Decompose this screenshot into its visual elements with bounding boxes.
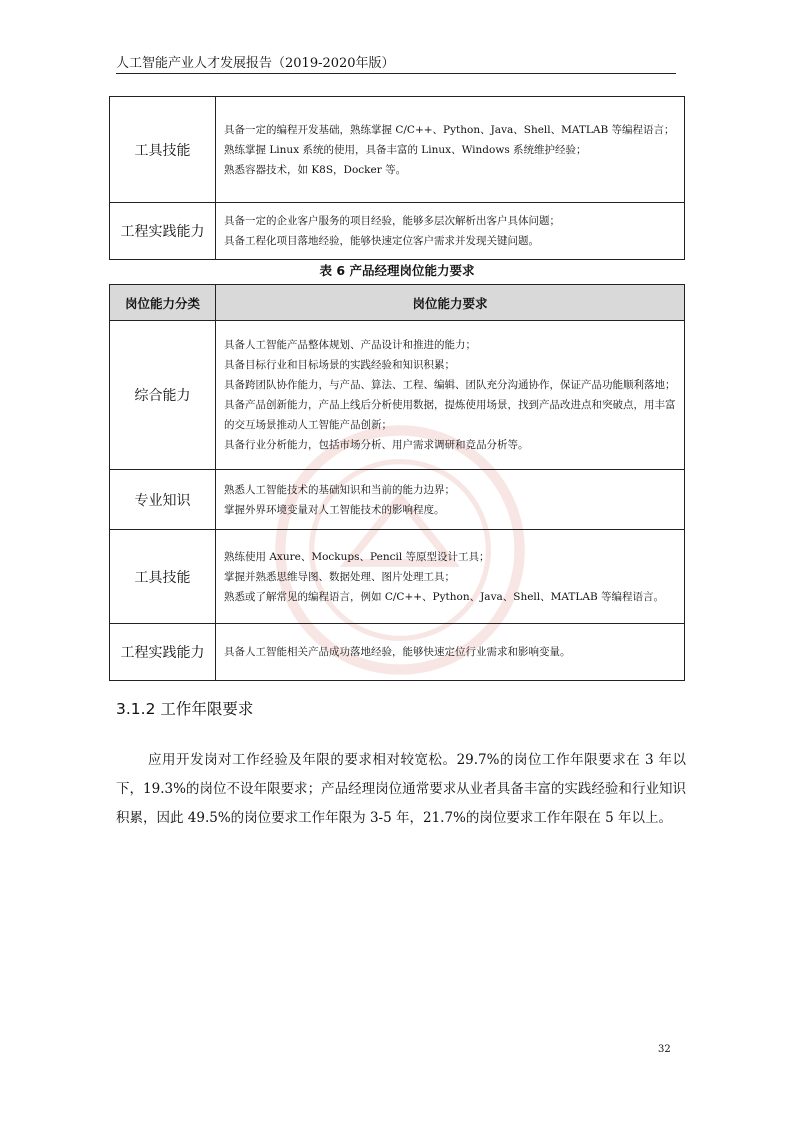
header-rule xyxy=(116,73,676,74)
table-header-row xyxy=(110,285,685,321)
table-row xyxy=(110,530,685,624)
description-line: 具备行业分析能力，包括市场分析、用户需求调研和竞品分析等。 xyxy=(224,439,529,451)
section-heading: 3.1.2 工作年限要求 xyxy=(116,700,254,718)
description-cell xyxy=(216,624,685,681)
column-header-requirement: 岗位能力要求 xyxy=(216,285,685,321)
table-6 xyxy=(109,284,685,681)
description-line: 具备人工智能相关产品成功落地经验，能够快速定位行业需求和影响变量。 xyxy=(224,646,571,658)
description-cell xyxy=(216,321,685,470)
category-cell: 工程实践能力 xyxy=(110,203,216,260)
category-cell: 综合能力 xyxy=(110,321,216,470)
description-line: 熟悉人工智能技术的基础知识和当前的能力边界； xyxy=(224,483,455,496)
table-row xyxy=(110,321,685,470)
description-line: 具备目标行业和目标场景的实践经验和知识积累； xyxy=(224,359,455,371)
table-row xyxy=(110,97,685,203)
description-line: 具备人工智能产品整体规划、产品设计和推进的能力； xyxy=(224,339,476,351)
category-cell: 工程实践能力 xyxy=(110,624,216,681)
description-line: 具备一定的编程开发基础，熟练掌握 C/C++、Python、Java、Shell、MATLAB 等编程语言； xyxy=(224,123,675,136)
table-row xyxy=(110,470,685,530)
description-line: 具备产品创新能力，产品上线后分析使用数据，提炼使用场景，找到产品改进点和突破点，用丰富的交互场景推动人工智能产品创新； xyxy=(224,399,676,431)
description-line: 具备跨团队协作能力，与产品、算法、工程、编辑、团队充分沟通协作，保证产品功能顺利落地； xyxy=(224,379,676,391)
category-cell: 工具技能 xyxy=(110,97,216,203)
table-caption: 表 6 产品经理岗位能力要求 xyxy=(319,263,475,278)
description-line: 熟练掌握 Linux 系统的使用，具备丰富的 Linux、Windows 系统维护经验； xyxy=(224,143,587,156)
table-row xyxy=(110,203,685,260)
category-cell: 专业知识 xyxy=(110,470,216,530)
table-row xyxy=(110,624,685,681)
description-cell xyxy=(216,470,685,530)
description-line: 掌握外界环境变量对人工智能技术的影响程度。 xyxy=(224,503,445,516)
column-header-category: 岗位能力分类 xyxy=(110,285,216,321)
description-line: 熟悉或了解常见的编程语言，例如 C/C++、Python、Java、Shell、MATLAB 等编程语言。 xyxy=(224,590,665,603)
description-line: 具备工程化项目落地经验，能够快速定位客户需求并发现关键问题。 xyxy=(224,235,539,247)
body-paragraph: 应用开发岗对工作经验及年限的要求相对较宽松。29.7%的岗位工作年限要求在 3 年以下，19.3%的岗位不设年限要求；产品经理岗位通常要求从业者具备丰富的实践经验和行业知识积累，因此 49.5%的岗位要求工作年限为 3-5 年，21.7%的岗位要求工作年限在 5 年以上。 xyxy=(116,752,686,826)
running-header: 人工智能产业人才发展报告（2019-2020年版） xyxy=(116,56,395,71)
description-cell xyxy=(216,203,685,260)
page-number: 32 xyxy=(658,1044,671,1055)
description-line: 熟悉容器技术，如 K8S，Docker 等。 xyxy=(224,163,407,176)
description-cell xyxy=(216,97,685,203)
category-cell: 工具技能 xyxy=(110,530,216,624)
description-cell xyxy=(216,530,685,624)
description-line: 具备一定的企业客户服务的项目经验，能够多层次解析出客户具体问题； xyxy=(224,215,560,227)
description-line: 掌握并熟悉思维导图、数据处理、图片处理工具； xyxy=(224,570,455,583)
table-top xyxy=(109,96,685,260)
description-line: 熟练使用 Axure、Mockups、Pencil 等原型设计工具； xyxy=(224,550,490,563)
